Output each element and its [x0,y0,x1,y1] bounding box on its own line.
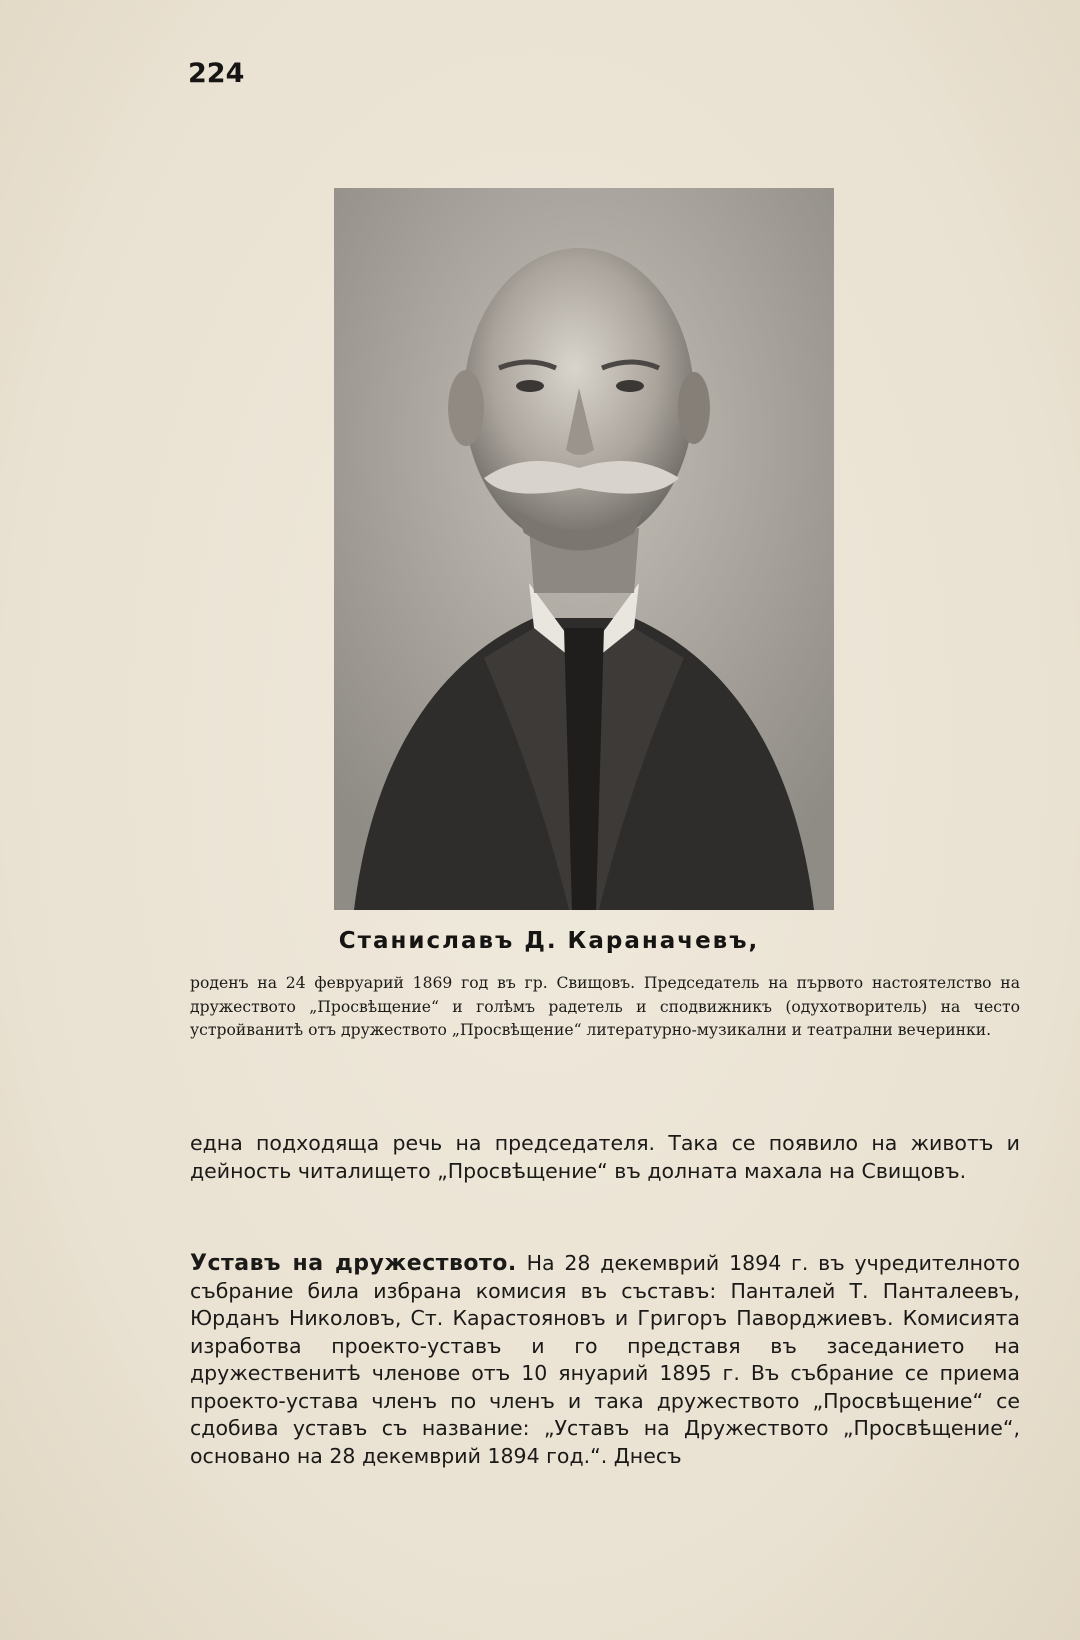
body-paragraph-2 [190,1250,1020,1470]
portrait-photo [334,188,834,910]
portrait-caption-name: Станиславъ Д. Караначевъ, [338,928,760,954]
portrait-illustration [334,188,834,910]
page-number: 224 [188,58,245,89]
body-paragraph-1: една подходяща речь на председателя. Така се появило на животъ и дейность читалището „Просвѣщение“ въ долната махала на Свищовъ. [190,1131,1020,1183]
section-text: На 28 декемврий 1894 г. въ учредителното събрание била избрана комисия въ съставъ: Панталей Т. Панталеевъ, Юрданъ Николовъ, Ст. Карастояновъ и Григоръ Паворджиевъ. Комисията изработва проекто-уставъ и го представя въ заседанието на дружественитѣ членове отъ 10 януарий 1895 г. Въ събрание се приема проекто-устава членъ по членъ и така дружеството „Просвѣщение“ се сдобива уставъ съ название: „Уставъ на Дружеството „Просвѣщение“, основано на 28 декемврий 1894 год.“. Днесъ [190,1251,1021,1468]
portrait-caption-text: роденъ на 24 февруарий 1869 год въ гр. Свищовъ. Председатель на първото настоятелство на дружеството „Просвѣщение“ и голѣмъ радетель и сподвижникъ (одухотворитель) на често устройванитѣ отъ дружеството „Просвѣщение“ литературно-музикални и театрални вечеринки. [190,974,1020,1039]
section-heading: Уставъ на дружеството. [190,1251,517,1276]
